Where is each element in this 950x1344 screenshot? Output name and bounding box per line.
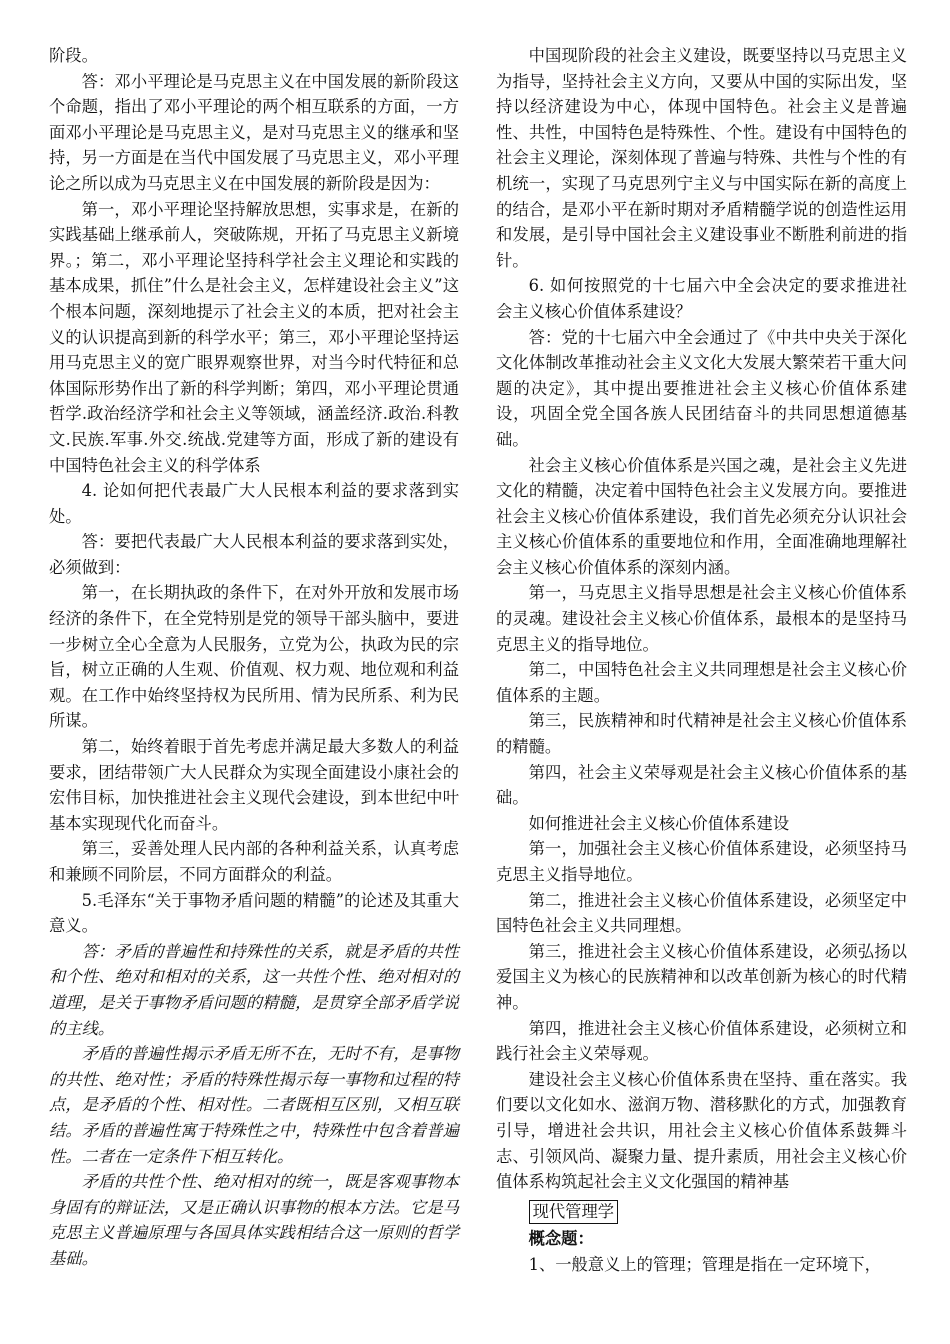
section-title-box: 现代管理学 <box>529 1200 618 1224</box>
left-column <box>49 43 459 1272</box>
paragraph: 第一，在长期执政的条件下，在对外开放和发展市场经济的条件下，在全党特别是党的领导干部头脑中，要进一步树立全心全意为人民服务，立党为公，执政为民的宗旨，树立正确的人生观、价值观、权力观、地位观和利益观。在工作中始终坚持权为民所用、情为民所系、利为民所谋。 <box>49 583 459 731</box>
question-heading: 6. 如何按照党的十七届六中全会决定的要求推进社会主义核心价值体系建设？ <box>496 276 907 321</box>
paragraph: 第一，马克思主义指导思想是社会主义核心价值体系的灵魂。建设社会主义核心价值体系，最根本的是坚持马克思主义的指导地位。 <box>496 583 907 654</box>
paragraph: 第三，推进社会主义核心价值体系建设，必须弘扬以爱国主义为核心的民族精神和以改革创新为核心的时代精神。 <box>496 941 907 1012</box>
paragraph: 阶段。 <box>49 46 98 65</box>
section-heading: 概念题： <box>528 1229 594 1249</box>
paragraph: 中国现阶段的社会主义建设，既要坚持以马克思主义为指导，坚持社会主义方向，又要从中国的实际出发，坚持以经济建设为中心，体现中国特色。社会主义是普遍性、共性，中国特色是特殊性、个性。建设有中国特色的社会主义理论，深刻体现了普遍与特殊、共性与个性的有机统一，实现了马克思列宁主义与中国实际在新的高度上的结合，是邓小平在新时期对矛盾精髓学说的创造性运用和发展，是引导中国社会主义建设事业不断胜利前进的指针。 <box>496 46 907 270</box>
paragraph: 答：矛盾的普遍性和持殊性的关系，就是矛盾的共性和个性、绝对和相对的关系，这一共性个性、绝对相对的道理，是关于事物矛盾问题的精髓，是贯穿全部矛盾学说的主线。 <box>49 941 459 1038</box>
paragraph: 第四，推进社会主义核心价值体系建设，必须树立和践行社会主义荣辱观。 <box>496 1018 907 1064</box>
paragraph: 第一，加强社会主义核心价值体系建设，必须坚持马克思主义指导地位。 <box>496 839 907 884</box>
section-title-wrap <box>496 1199 907 1225</box>
paragraph: 建设社会主义核心价值体系贵在坚持、重在落实。我们要以文化如水、滋润万物、潜移默化的方式，加强教育引导，增进社会共识，用社会主义核心价值体系鼓舞斗志、引领风尚、凝聚力量、提升素质，用社会主义核心价值体系构筑起社会主义文化强国的精神基 <box>496 1069 907 1192</box>
paragraph: 第二，始终着眼于首先考虑并满足最大多数人的利益要求，团结带领广大人民群众为实现全面建设小康社会的宏伟目标，加快推进社会主义现代会建设，到本世纪中叶基本实现现代化而奋斗。 <box>49 737 459 833</box>
question-heading: 4. 论如何把代表最广大人民根本利益的要求落到实处。 <box>49 481 459 526</box>
paragraph: 第四，社会主义荣辱观是社会主义核心价值体系的基础。 <box>496 762 907 808</box>
paragraph: 第二，推进社会主义核心价值体系建设，必须坚定中国特色社会主义共同理想。 <box>496 890 907 936</box>
paragraph: 第一，邓小平理论坚持解放思想，实事求是，在新的实践基础上继承前人，突破陈规，开拓了马克思主义新境界。；第二，邓小平理论坚持科学社会主义理论和实践的基本成果，抓住”什么是社会主义，怎样建设社会主义”这个根本问题，深刻地提示了社会主义的本质，把对社会主义的认识提高到新的科学水平；第三，邓小平理论坚持运用马克思主义的宽广眼界观察世界，对当今时代特征和总体国际形势作出了新的科学判断；第四，邓小平理论贯通哲学.政治经济学和社会主义等领域，涵盖经济.政治.科教文.民族.军事.外交.统战.党建等方面，形成了新的建设有中国特色社会主义的科学体系 <box>49 199 459 475</box>
question-heading: 5.毛泽东“关于事物矛盾问题的精髓”的论述及其重大意义。 <box>49 890 459 936</box>
paragraph: 矛盾的普遍性揭示矛盾无所不在，无时不有，是事物的共性、绝对性；矛盾的特殊性揭示每一事物和过程的特点，是矛盾的个性、相对性。二者既相互区别，又相互联结。矛盾的普遍性寓于特殊性之中，特殊性中包含着普遍性。二者在一定条件下相互转化。 <box>49 1044 459 1166</box>
paragraph: 社会主义核心价值体系是兴国之魂，是社会主义先进文化的精髓，决定着中国特色社会主义发展方向。要推进社会主义核心价值体系建设，我们首先必须充分认识社会主义核心价值体系的重要地位和作用，全面准确地理解社会主义核心价值体系的深刻内涵。 <box>496 455 907 577</box>
paragraph: 第二，中国特色社会主义共同理想是社会主义核心价值体系的主题。 <box>496 660 907 705</box>
paragraph: 答：党的十七届六中全会通过了《中共中央关于深化文化体制改革推动社会主义文化大发展大繁荣若干重大问题的决定》，其中提出要推进社会主义核心价值体系建设，巩固全党全国各族人民团结奋斗的共同思想道德基础。 <box>496 327 907 449</box>
subheading: 如何推进社会主义核心价值体系建设 <box>528 813 790 833</box>
paragraph: 1、一般意义上的管理；管理是指在一定环境下， <box>528 1254 881 1274</box>
paragraph: 答：邓小平理论是马克思主义在中国发展的新阶段这个命题，指出了邓小平理论的两个相互联系的方面，一方面邓小平理论是马克思主义，是对马克思主义的继承和坚持，另一方面是在当代中国发展了马克思主义，邓小平理论之所以成为马克思主义在中国发展的新阶段是因为： <box>49 71 459 193</box>
paragraph: 矛盾的共性个性、绝对相对的统一，既是客观事物本身固有的辩证法，又是正确认识事物的根本方法。它是马克思主义普遍原理与各国具体实践相结合这一原则的哲学基础。 <box>49 1172 459 1268</box>
paragraph: 第三，妥善处理人民内部的各种利益关系，认真考虑和兼顾不同阶层，不同方面群众的利益。 <box>49 839 459 884</box>
right-column <box>496 43 907 1278</box>
paragraph: 第三，民族精神和时代精神是社会主义核心价值体系的精髓。 <box>496 711 907 757</box>
paragraph: 答：要把代表最广大人民根本利益的要求落到实处，必须做到： <box>49 532 459 577</box>
